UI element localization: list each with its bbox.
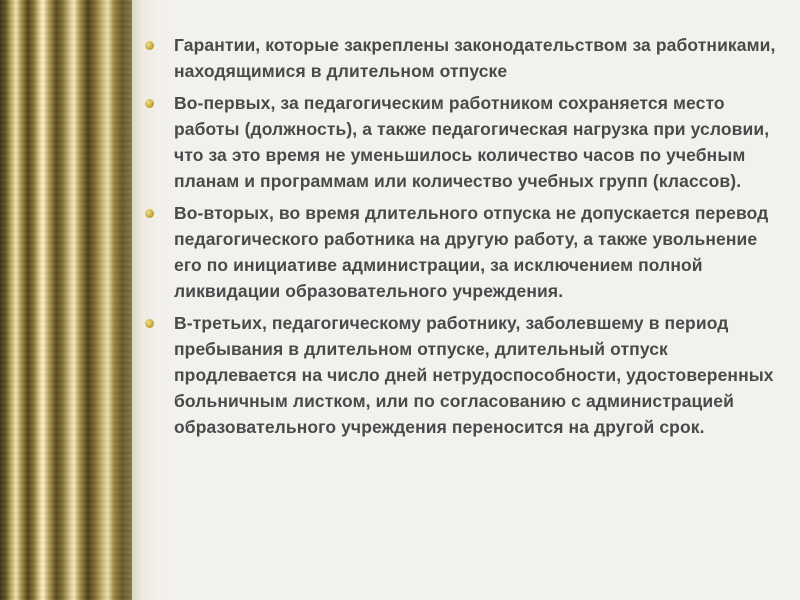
bullet-item [145, 32, 785, 84]
bullet-dot-icon [145, 41, 154, 50]
bullet-text: Во-первых, за педагогическим работником сохраняется место работы (должность), а также педагогическая нагрузка при условии, что за это время не уменьшилось количество часов по учебным планам и программам или количество учебных групп (классов). [174, 93, 770, 191]
bullet-item [145, 200, 785, 304]
bullet-dot-icon [145, 209, 154, 218]
bullet-text: Во-вторых, во время длительного отпуска не допускается перевод педагогического работника на другую работу, а также увольнение его по инициативе администрации, за исключением полной ликвидации образовательного учреждения. [174, 203, 769, 301]
bullet-text: Гарантии, которые закреплены законодательством за работниками, находящимися в длительном отпуске [174, 35, 776, 81]
bullet-list [145, 32, 785, 440]
bullet-item [145, 90, 785, 194]
bullet-item [145, 310, 785, 440]
curtain-texture [0, 0, 132, 600]
slide-content [145, 32, 785, 446]
bullet-dot-icon [145, 99, 154, 108]
bullet-text: В-третьих, педагогическому работнику, заболевшему в период пребывания в длительном отпуске, длительный отпуск продлевается на число дней нетрудоспособности, удостоверенных больничным листком, или по согласованию с администрацией образовательного учреждения переносится на другой срок. [174, 313, 774, 437]
bullet-dot-icon [145, 319, 154, 328]
